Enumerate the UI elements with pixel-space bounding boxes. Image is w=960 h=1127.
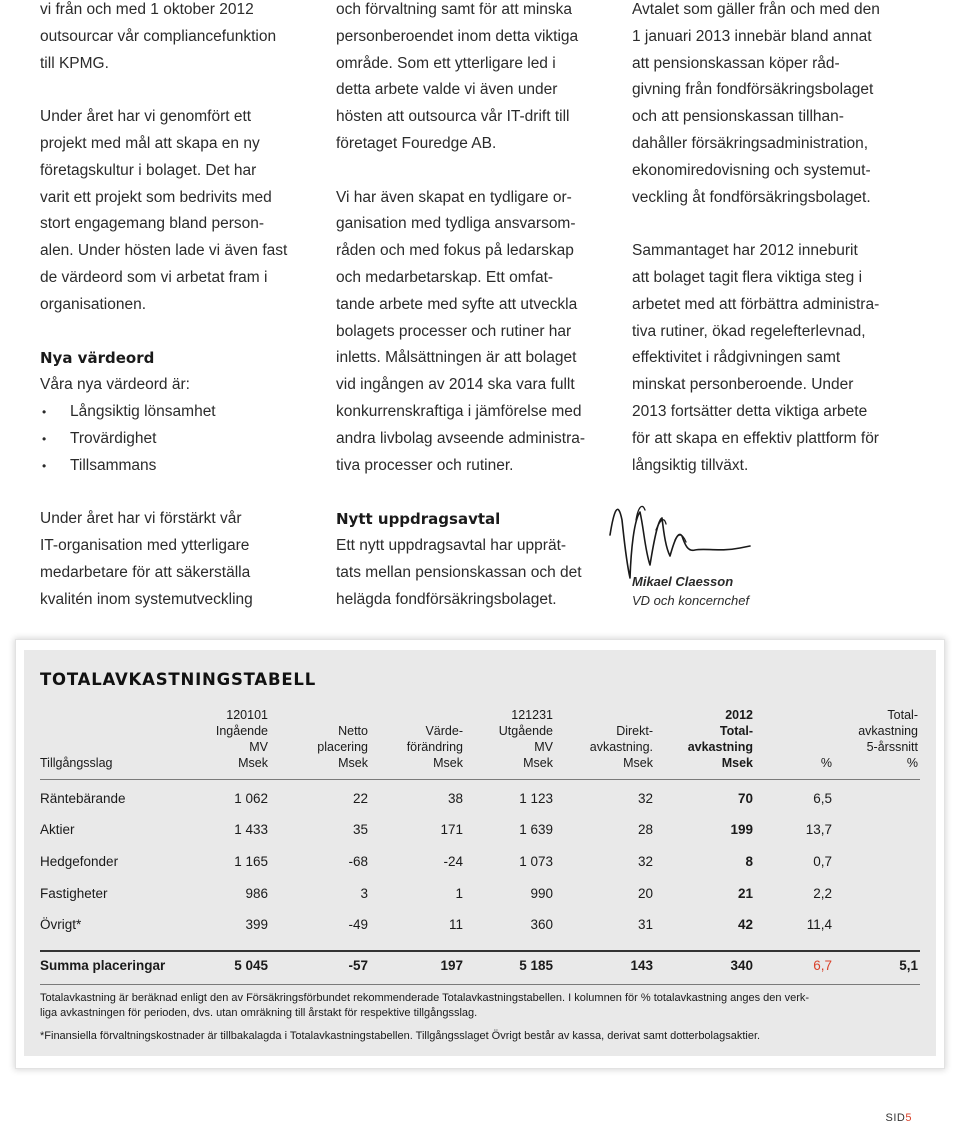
paragraph: Under året har vi förstärkt vår IT-organisation med ytterligare medarbetare för att säkerställa kvalitén inom systemutveckling [40, 510, 253, 608]
section-heading: Nytt uppdragsavtal [336, 510, 501, 529]
table-cell: 32 [637, 791, 653, 806]
row-label: Fastigheter [40, 886, 108, 901]
table-cell: 1 165 [234, 854, 268, 869]
table-cell: 199 [730, 822, 753, 837]
paragraph: Avtalet som gäller från och med den 1 januari 2013 innebär bland annat att pensionskassan köper råd- givning från fondförsäkringsbolaget och att pensionskassan tillhan- dahåller försäkringsadministration, ekonomiredovisning och systemut- veckling åt fondförsäkringsbolaget. [632, 1, 880, 206]
table-cell: 42 [737, 917, 753, 932]
table-cell: 38 [447, 791, 463, 806]
paragraph: Under året har vi genomfört ett projekt med mål att skapa en ny företagskultur i bolaget. Det har varit ett projekt som bedrivits med stort engagemang bland person- alen. Under hösten lade vi även fast de värdeord som vi arbetat fram i organisationen. [40, 108, 288, 313]
signature-name: Mikael Claesson [632, 574, 734, 589]
column-header: 121231 Utgående MV Msek [498, 708, 553, 770]
list-item: • Långsiktig lönsamhet [40, 399, 320, 426]
table-cell: 399 [245, 917, 268, 932]
list-item: • Trovärdighet [40, 426, 320, 453]
handwritten-signature [600, 490, 760, 585]
table-cell: 0,7 [813, 854, 832, 869]
table-cell: -24 [443, 854, 463, 869]
row-label: Räntebärande [40, 791, 126, 806]
table-cell: 32 [637, 854, 653, 869]
column-header: Total- avkastning 5-årssnitt % [858, 708, 918, 770]
column-header: % [820, 756, 832, 770]
table-footnote: Totalavkastning är beräknad enligt den av Försäkringsförbundet rekommenderade Totalavkastningstabellen. I kolumnen för % totalavkastning anges den verk- liga avkastningen för perioden, dvs. utan omräkning till årstakt för respektive tillgångsslag. [40, 992, 810, 1019]
values-intro: Våra nya värdeord är: [40, 376, 190, 394]
row-label: Summa placeringar [40, 958, 166, 973]
table-cell: 5 045 [234, 958, 268, 973]
signature-title: VD och koncernchef [632, 593, 750, 608]
table-cell: 197 [440, 958, 463, 973]
text-column-2 [336, 0, 616, 613]
row-label: Aktier [40, 822, 75, 837]
paragraph: Vi har även skapat en tydligare or- ganisation med tydliga ansvarsom- råden och med fokus på ledarskap och medarbetarskap. Ett omfat- tande arbete med syfte att utveckla bolagets processer och rutiner har inletts. Målsättningen är att bolaget vid ingången av 2014 ska vara fullt konkurrenskraftiga i jämförelse med andra livbolag avseende administra- tiva processer och rutiner. [336, 188, 586, 474]
table-title: TOTALAVKASTNINGSTABELL [40, 670, 317, 689]
paragraph: Sammantaget har 2012 inneburit att bolaget tagit flera viktiga steg i arbetet med att förbättra administra- tiva rutiner, ökad regelefterlevnad, effektivitet i rådgivningen samt minskat personberoende. Under 2013 fortsätter detta viktiga arbete för att skapa en effektiv plattform för långsiktig tillväxt. [632, 242, 880, 474]
table-cell: -57 [348, 958, 368, 973]
table-cell: -68 [348, 854, 368, 869]
table-cell: 6,5 [813, 791, 832, 806]
table-panel [24, 650, 936, 1056]
table-cell: 35 [352, 822, 368, 837]
table-cell: 11 [448, 917, 463, 932]
text-column-1 [40, 0, 320, 613]
table-cell: 986 [245, 886, 268, 901]
table-cell: 70 [737, 791, 753, 806]
table-cell: 11,4 [806, 917, 832, 932]
section-heading: Nya värdeord [40, 349, 155, 368]
paragraph: och förvaltning samt för att minska personberoendet inom detta viktiga område. Som ett ytterligare led i detta arbete valde vi även under hösten att outsourca vår IT-drift till företaget Fouredge AB. [336, 1, 579, 152]
column-header: Tillgångsslag [40, 756, 113, 770]
table-cell: 340 [730, 958, 753, 973]
column-header: 2012 Total- avkastning Msek [687, 708, 753, 770]
column-header: Netto placering Msek [317, 724, 368, 770]
table-cell: 22 [352, 791, 368, 806]
table-footnote: *Finansiella förvaltningskostnader är tillbakalagda i Totalavkastningstabellen. Tillgångsslaget Övrigt består av kassa, derivat samt dotterbolagsaktier. [40, 1030, 761, 1042]
column-header: 120101 Ingående MV Msek [215, 708, 268, 770]
table-cell: 2,2 [813, 886, 832, 901]
table-cell: 28 [637, 822, 653, 837]
column-header: Värde- förändring Msek [406, 724, 463, 770]
row-label: Övrigt* [40, 917, 82, 932]
table-cell: 1 123 [519, 791, 553, 806]
table-cell: 5 185 [519, 958, 553, 973]
table-cell: 8 [745, 854, 753, 869]
table-cell: 5,1 [899, 958, 918, 973]
table-cell: 360 [530, 917, 553, 932]
table-cell: 1 073 [519, 854, 553, 869]
table-cell: 171 [440, 822, 463, 837]
paragraph: Ett nytt uppdragsavtal har upprät- tats mellan pensionskassan och det helägda fondförsäkringsbolaget. [336, 536, 582, 608]
table-cell: 990 [530, 886, 553, 901]
paragraph: vi från och med 1 oktober 2012 outsourcar vår compliancefunktion till KPMG. [40, 1, 277, 72]
table-cell: 1 433 [234, 822, 268, 837]
table-cell: 31 [637, 917, 653, 932]
list-item: • Tillsammans [40, 453, 320, 480]
text-column-3 [632, 0, 932, 479]
table-cell: 6,7 [813, 958, 832, 973]
table-cell: 13,7 [805, 822, 832, 837]
table-cell: 143 [630, 958, 653, 973]
table-cell: 3 [360, 886, 368, 901]
table-cell: -49 [348, 917, 368, 932]
table-cell: 20 [637, 886, 653, 901]
table-cell: 1 639 [519, 822, 553, 837]
column-header: Direkt- avkastning. Msek [589, 724, 653, 770]
table-cell: 21 [737, 886, 753, 901]
row-label: Hedgefonder [40, 854, 119, 869]
table-cell: 1 [455, 886, 463, 901]
values-list [40, 399, 320, 479]
table-cell: 1 062 [234, 791, 268, 806]
page-number: SID5 [885, 1112, 912, 1124]
